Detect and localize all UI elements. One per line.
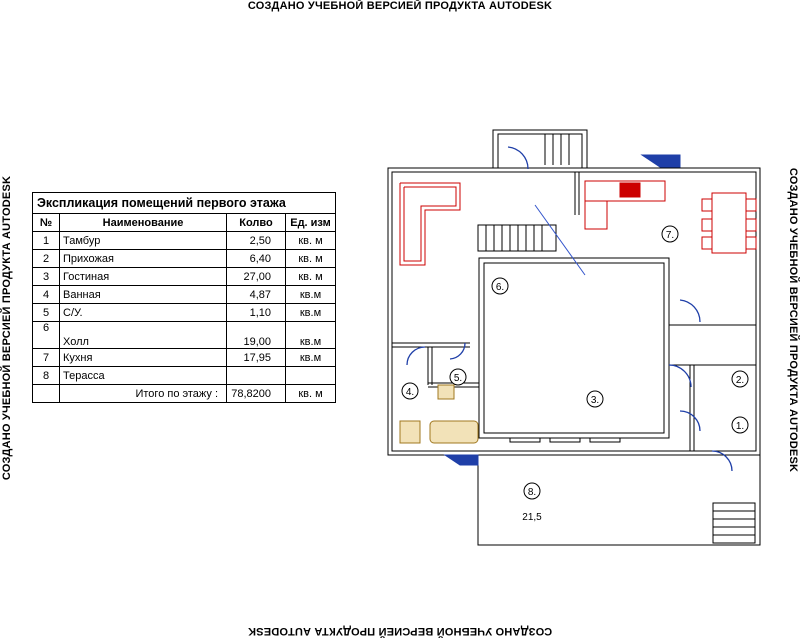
row-name: Гостиная bbox=[60, 268, 227, 286]
row-num: 2 bbox=[33, 250, 60, 268]
row-name: Тамбур bbox=[60, 232, 227, 250]
room-label-2: 2. bbox=[735, 375, 745, 386]
table-row bbox=[33, 268, 336, 286]
table-title: Экспликация помещений первого этажа bbox=[33, 193, 336, 214]
row-qty: 17,95 bbox=[227, 349, 286, 367]
table-row bbox=[33, 367, 336, 385]
room-label-7: 7. bbox=[665, 230, 675, 241]
row-unit: кв. м bbox=[286, 250, 336, 268]
row-name: С/У. bbox=[60, 304, 227, 322]
room-label-1: 1. bbox=[735, 421, 745, 432]
room-explication-table bbox=[32, 192, 336, 403]
row-qty: 4,87 bbox=[227, 286, 286, 304]
row-unit: кв.м bbox=[286, 322, 336, 349]
table-header-row bbox=[33, 214, 336, 232]
row-name: Холл bbox=[60, 322, 227, 349]
total-label: Итого по этажу : bbox=[60, 385, 227, 403]
row-qty: 19,00 bbox=[227, 322, 286, 349]
watermark-right: СОЗДАНО УЧЕБНОЙ ВЕРСИЕЙ ПРОДУКТА AUTODESK bbox=[787, 167, 799, 473]
row-unit: кв. м bbox=[286, 232, 336, 250]
watermark-bottom: СОЗДАНО УЧЕБНОЙ ВЕРСИЕЙ ПРОДУКТА AUTODESK bbox=[247, 625, 553, 637]
row-qty: 2,50 bbox=[227, 232, 286, 250]
total-blank bbox=[33, 385, 60, 403]
row-num: 4 bbox=[33, 286, 60, 304]
row-qty bbox=[227, 367, 286, 385]
room-label-4: 4. bbox=[405, 387, 415, 398]
room-label-6: 6. bbox=[495, 282, 505, 293]
total-unit: кв. м bbox=[286, 385, 336, 403]
row-qty: 1,10 bbox=[227, 304, 286, 322]
row-unit bbox=[286, 367, 336, 385]
terrace-area: 21,5 bbox=[522, 512, 542, 523]
row-unit: кв.м bbox=[286, 304, 336, 322]
room-label-5: 5. bbox=[453, 373, 463, 384]
row-num: 8 bbox=[33, 367, 60, 385]
room-label-8: 8. bbox=[527, 487, 537, 498]
row-name: Ванная bbox=[60, 286, 227, 304]
table-row bbox=[33, 349, 336, 367]
header-qty: Колво bbox=[227, 214, 286, 232]
header-unit: Ед. изм bbox=[286, 214, 336, 232]
table-row bbox=[33, 304, 336, 322]
row-qty: 6,40 bbox=[227, 250, 286, 268]
floor-plan bbox=[380, 125, 780, 555]
row-num: 6 bbox=[33, 322, 60, 349]
row-name: Кухня bbox=[60, 349, 227, 367]
watermark-top: СОЗДАНО УЧЕБНОЙ ВЕРСИЕЙ ПРОДУКТА AUTODESK bbox=[247, 0, 553, 12]
row-name: Терасса bbox=[60, 367, 227, 385]
row-unit: кв. м bbox=[286, 268, 336, 286]
row-unit: кв.м bbox=[286, 286, 336, 304]
row-num: 3 bbox=[33, 268, 60, 286]
row-name: Прихожая bbox=[60, 250, 227, 268]
room-label-3: 3. bbox=[590, 395, 600, 406]
total-qty: 78,8200 bbox=[227, 385, 286, 403]
header-num: № bbox=[33, 214, 60, 232]
table-row bbox=[33, 250, 336, 268]
furniture bbox=[400, 181, 756, 265]
row-num: 5 bbox=[33, 304, 60, 322]
header-name: Наименование bbox=[60, 214, 227, 232]
row-num: 7 bbox=[33, 349, 60, 367]
table-row bbox=[33, 286, 336, 304]
watermark-left: СОЗДАНО УЧЕБНОЙ ВЕРСИЕЙ ПРОДУКТА AUTODESK bbox=[1, 175, 13, 481]
walls bbox=[388, 130, 760, 545]
table-total-row bbox=[33, 385, 336, 403]
table-title-row bbox=[33, 193, 336, 214]
row-num: 1 bbox=[33, 232, 60, 250]
table-row bbox=[33, 232, 336, 250]
table-row bbox=[33, 322, 336, 349]
row-qty: 27,00 bbox=[227, 268, 286, 286]
row-unit: кв.м bbox=[286, 349, 336, 367]
